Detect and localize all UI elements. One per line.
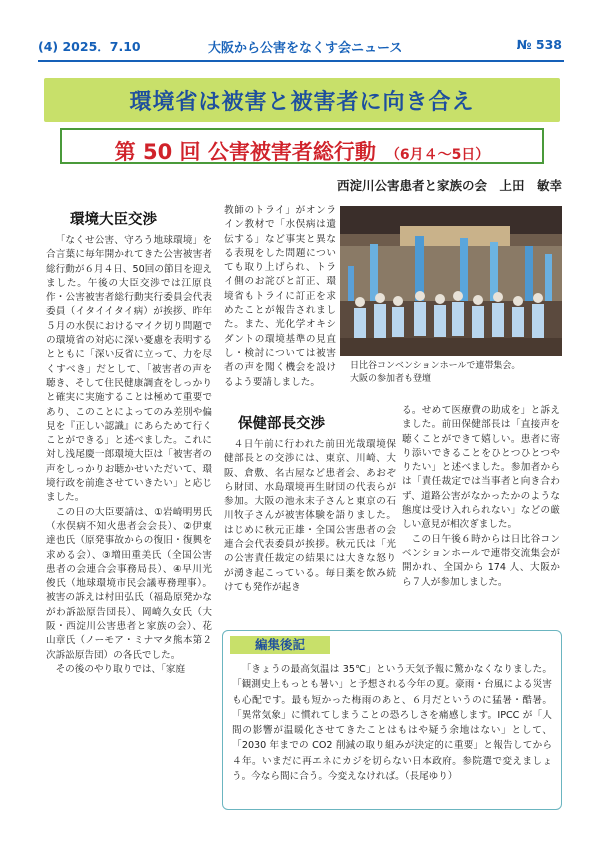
editorial-heading: 編集後記 [230, 636, 330, 654]
article-title-box [60, 128, 544, 164]
caption-line: 日比谷コンベンションホールで連帯集会。 [350, 361, 521, 371]
editorial-text [232, 662, 552, 784]
paragraph: 「きょうの最高気温は 35℃」という天気予報に驚かなくなりました。「観測史上もっとも暑い」と予想される今年の夏。豪雨・台風による災害も心配です。最も短かった梅雨のあと、６月だというのに猛暑・酷暑。「異常気象」に慣れてしまうことの恐ろしさを痛感します。IPCC が「人間の影響が温暖化させてきたことはもはや疑う余地はない」として、「2030 年までの CO2 削減の取り組みが決定的に重要」と報告してから４年。いまだに再エネにカジを切らない日本政府。参院選で変えましょう。今なら間に合う。今変えなければ。（長尾ゆり） [232, 664, 552, 783]
newsletter-title: 大阪から公害をなくす会ニュース [208, 41, 403, 56]
rally-photo [340, 206, 562, 356]
caption-line: 大阪の参加者も登壇 [350, 374, 432, 384]
rally-photo-image [340, 206, 562, 356]
column-2-health [224, 438, 396, 595]
paragraph: この日午後６時からは日比谷コンベンションホールで連帯交流集会が開かれ、全国から 174 人、大阪から７人が参加しました。 [402, 533, 560, 588]
issue-number: № 538 [516, 37, 562, 52]
article-title: 第 50 回 公害被害者総行動 [114, 140, 376, 164]
headline-text: 環境省は被害と被害者に向き合え [129, 89, 475, 115]
header-rule [38, 60, 564, 62]
column-2-continued [224, 204, 336, 390]
section-heading-minister: 環境大臣交渉 [70, 211, 157, 228]
paragraph: る。せめて医療費の助成を」と訴えました。前田保健部長は「直接声を聴くことができて嬉しい。患者に寄り添いできることをひとつひとつやりたい」と述べました。参加者からは「責任裁定では当事者と向き合わず、道路公害がなかったかのような態度は受け入れられない」などの厳しい意見が相次ぎました。 [402, 405, 560, 531]
headline-banner [44, 78, 560, 122]
paragraph: 「なくせ公害、守ろう地球環境」を合言葉に毎年開かれてきた公害被害者総行動が６月４日、50回の節目を迎えました。午後の大臣交渉では江原良作・公害被害者総行動実行委員会代表委員（イタイイタイ病）が挨拶、昨年５月の水俣におけるマイク切り問題での環境省の対応に深い憂慮を表明するとともに「深い反省に立って、力を尽くすべき」だとして、「被害者の声を聴き、そして住民健康調査をしっかりと確実に実施することは極めて重要であり、このことによってのみ差別や偏見を『正しい認識』にあらためて行くことができる」と述べました。これに対し浅尾慶一郎環境大臣は「被害者の声をしっかりお聴かせいただいて、環境行政を前進させていきたい」と応じました。 [46, 235, 212, 504]
article-date: （6月４～5日） [385, 147, 490, 163]
paragraph: 教師のトライ」がオンライン教材で「水俣病は遺伝する」など事実と異なる表現をした問題についても取り上げられ、トライ側のお詫びと訂正、環境省もトライに訂正を求めたことが報告されました。また、光化学オキシダントの環境基準の見直し・検討については被害者の声を聞く機会を設けるよう要請しました。 [224, 205, 336, 388]
photo-caption [350, 360, 520, 386]
issue-date: (4) 2025．7.10 [38, 39, 141, 54]
column-3-health [402, 404, 560, 590]
section-heading-health-director: 保健部長交渉 [238, 415, 325, 432]
paragraph: ４日午前に行われた前田光哉環境保健部長との交渉には、東京、川崎、大阪、倉敷、名古屋など患者会、あおぞら財団、水島環境再生財団の代表らが参加。大阪の池永末子さんと東京の石川牧子さんが被害体験を語りました。はじめに秋元正雄・全国公害患者の会連合会代表委員が挨拶。秋元氏は「光の公害責任裁定の結果には大きな怒りが湧き起こっている。毎日薬を飲み続けても発作が起き [224, 439, 396, 593]
paragraph: その後のやり取りでは、「家庭 [55, 663, 186, 675]
author-line: 西淀川公害患者と家族の会 上田 敏幸 [336, 178, 562, 193]
paragraph: この日の大臣要請は、①岩崎明男氏（水俣病不知火患者会会長）、②伊東達也氏（原発事故からの復旧・復興を求める会）、③増田重美氏（全国公害患者の会連合会事務局長）、④早川光俊氏（地球環境市民会議専務理事）。被害の訴えは村田弘氏（福島原発かながわ訴訟原告団長）、岡崎久女氏（大阪・西淀川公害患者と家族の会）、花山章氏（ノーモア・ミナマタ熊本第２次訴訟原告団）の各氏でした。 [46, 506, 212, 661]
column-1 [46, 234, 212, 677]
